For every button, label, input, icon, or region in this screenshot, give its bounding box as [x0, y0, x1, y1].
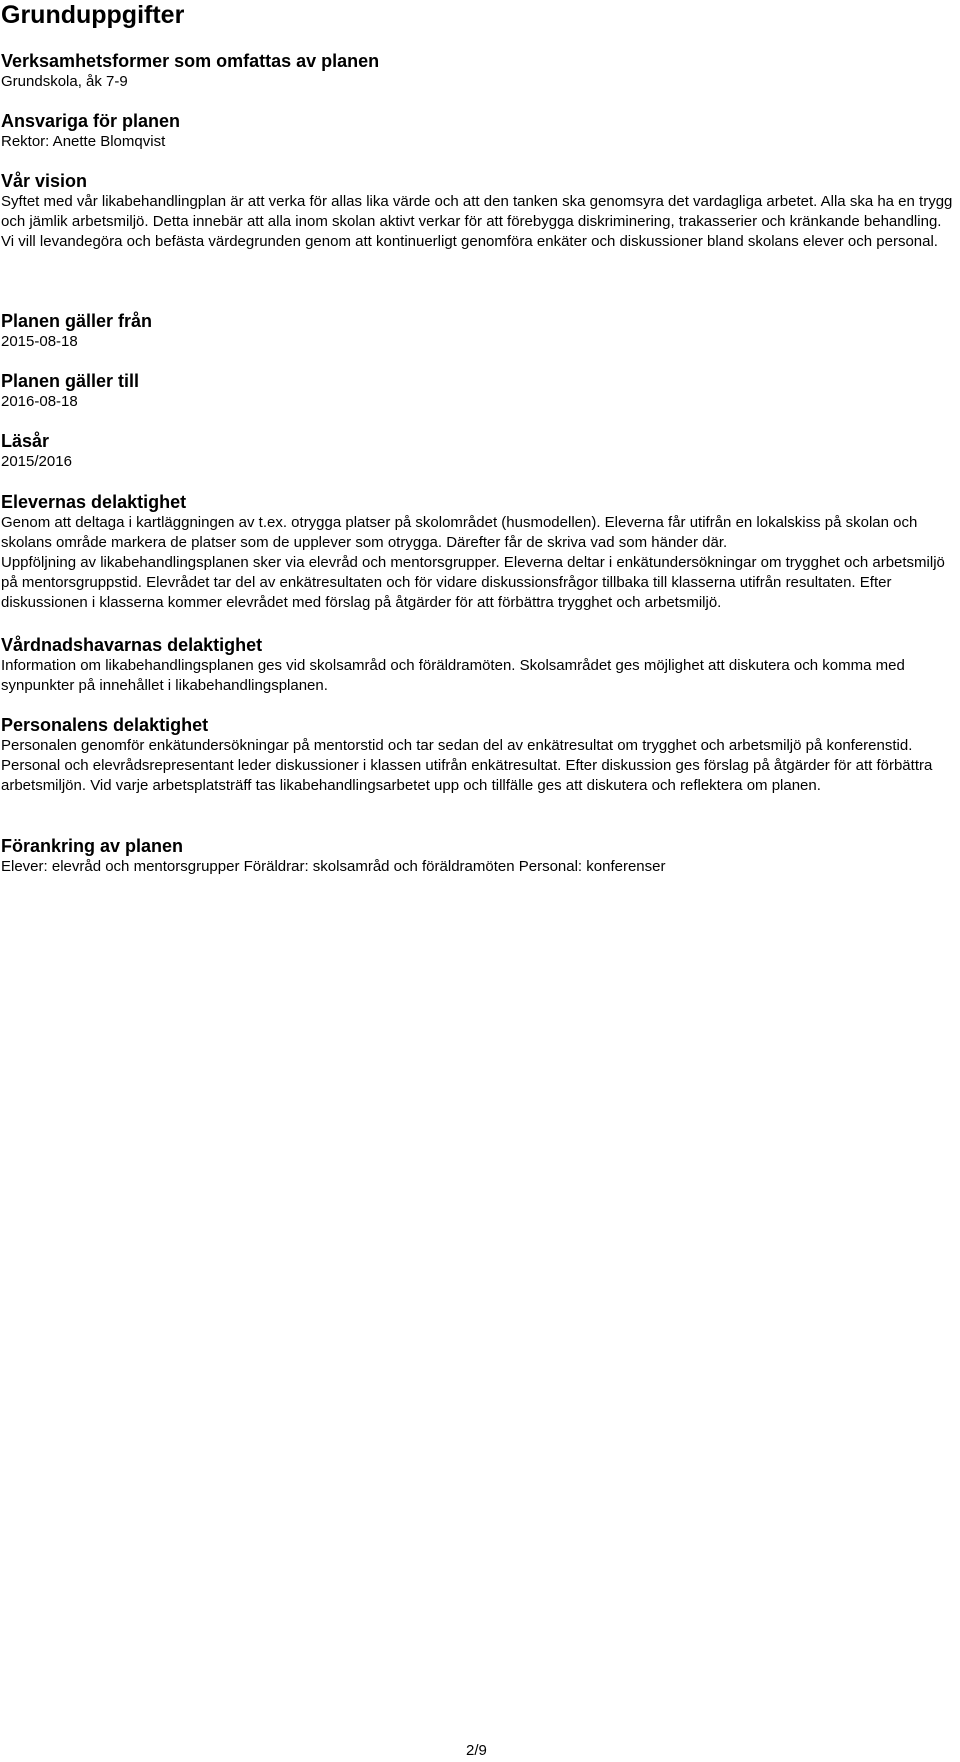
section-planen-galler-fran — [1, 310, 956, 352]
page-number: 2/9 — [466, 1742, 487, 1759]
section-heading: Personalens delaktighet — [1, 715, 209, 735]
section-heading: Läsår — [1, 431, 50, 451]
section-var-vision — [1, 170, 956, 252]
section-ansvariga — [1, 110, 956, 152]
section-heading: Ansvariga för planen — [1, 111, 181, 131]
section-text: Rektor: Anette Blomqvist — [1, 133, 166, 150]
section-heading: Planen gäller från — [1, 311, 153, 331]
section-heading: Vår vision — [1, 171, 88, 191]
section-text: Personalen genomför enkätundersökningar på mentorstid och tar sedan del av enkätresultat om trygghet och arbetsmiljö på konferenstid. Personal och elevrådsrepresentant leder diskussioner i klassen utifrån enkätresultat. Efter diskussion ges förslag på åtgärder för att förbättra arbetsmiljön. Vid varje arbetsplatsträff tas likabehandlingsarbetet upp och tillfälle ges att diskutera och reflektera om planen. — [1, 737, 933, 794]
section-text: Uppföljning av likabehandlingsplanen sker via elevråd och mentorsgrupper. Eleverna deltar i enkätundersökningar om trygghet och arbetsmiljö på mentorsgruppstid. Elevrådet tar del av enkätresultaten och för vidare diskussionsfrågor tillbaka till klasserna utifrån resultaten. Efter diskussionen i klasserna kommer elevrådet med förslag på åtgärder för att förbättra trygghet och arbetsmiljö. — [1, 554, 945, 611]
section-elevernas-delaktighet — [1, 491, 956, 613]
section-heading: Förankring av planen — [1, 836, 184, 856]
section-text: Grundskola, åk 7-9 — [1, 73, 128, 90]
section-heading: Elevernas delaktighet — [1, 492, 187, 512]
section-text: Elever: elevråd och mentorsgrupper Föräldrar: skolsamråd och föräldramöten Personal: konferenser — [1, 858, 666, 875]
section-text: 2016-08-18 — [1, 393, 78, 410]
section-heading: Planen gäller till — [1, 371, 140, 391]
section-text: Information om likabehandlingsplanen ges vid skolsamråd och föräldramöten. Skolsamrådet ges möjlighet att diskutera och komma med synpunkter på innehållet i likabehandlingsplanen. — [1, 657, 905, 694]
section-lasar — [1, 430, 956, 472]
section-verksamhetsformer — [1, 50, 956, 92]
section-heading: Vårdnadshavarnas delaktighet — [1, 635, 263, 655]
section-text: 2015-08-18 — [1, 333, 78, 350]
section-personalens-delaktighet — [1, 714, 956, 796]
section-planen-galler-till — [1, 370, 956, 412]
section-heading: Verksamhetsformer som omfattas av planen — [1, 51, 380, 71]
section-text: Genom att deltaga i kartläggningen av t.ex. otrygga platser på skolområdet (husmodellen). Eleverna får utifrån en lokalskiss på skolan och skolans område markera de platser som de upplever som otrygga. Därefter får de skriva vad som händer där. — [1, 514, 918, 551]
section-text: 2015/2016 — [1, 453, 72, 470]
section-vardnadshavarnas-delaktighet — [1, 634, 956, 696]
section-text: Syftet med vår likabehandlingplan är att verka för allas lika värde och att den tanken ska genomsyra det vardagliga arbetet. Alla ska ha en trygg och jämlik arbetsmiljö. Detta innebär att alla inom skolan aktivt verkar för att förebygga diskriminering, trakasserier och kränkande behandling. — [1, 193, 953, 230]
section-forankring — [1, 835, 956, 877]
document-title: Grunduppgifter — [1, 1, 185, 29]
section-text: Vi vill levandegöra och befästa värdegrunden genom att kontinuerligt genomföra enkäter och diskussioner bland skolans elever och personal. — [1, 233, 938, 250]
